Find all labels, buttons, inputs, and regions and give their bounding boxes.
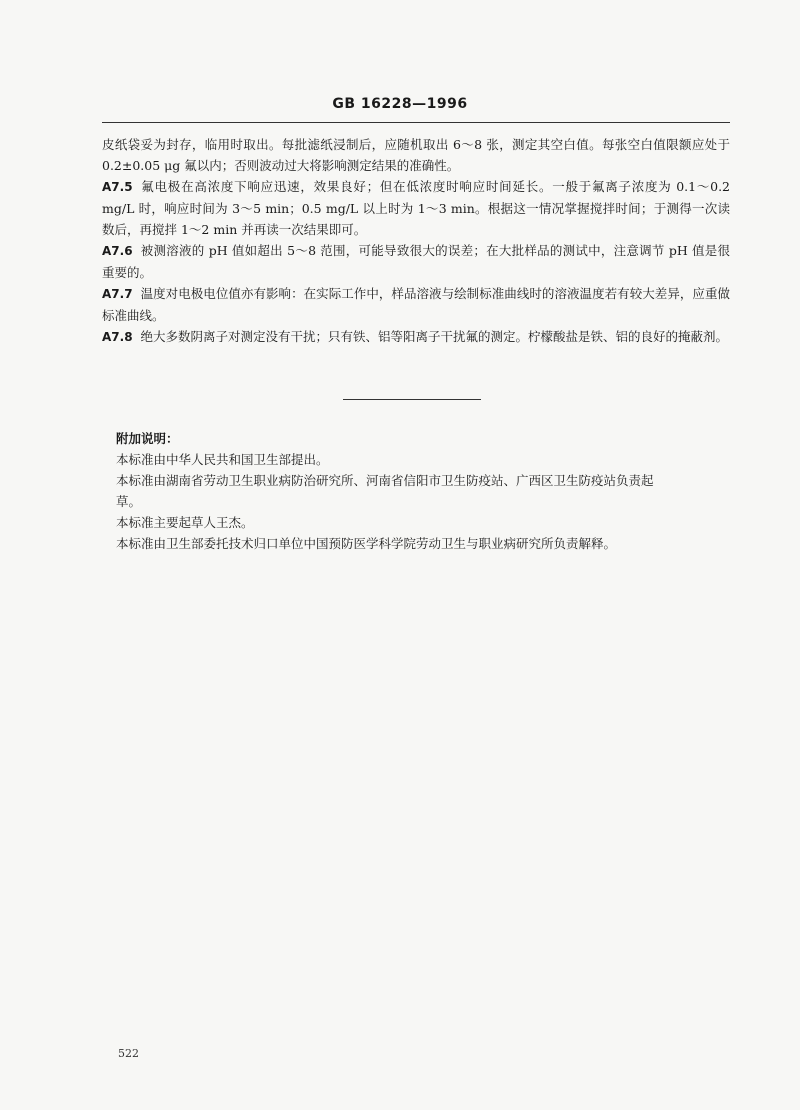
section-text: 绝大多数阴离子对测定没有干扰；只有铁、铝等阳离子干扰氟的测定。柠檬酸盐是铁、铝的良好的掩蔽剂。 [140,329,729,344]
appendix-line-interpretation: 本标准由卫生部委托技术归口单位中国预防医学科学院劳动卫生与职业病研究所负责解释。 [116,536,617,551]
section-text: 温度对电极电位值亦有影响：在实际工作中，样品溶液与绘制标准曲线时的溶液温度若有较大差异，应重做标准曲线。 [102,286,730,323]
section-number: A7.5 [102,180,133,194]
appendix-line-author: 本标准主要起草人王杰。 [116,515,254,530]
section-divider [343,399,481,400]
section-number: A7.8 [102,330,133,344]
appendix-notes [116,428,730,554]
section-number: A7.6 [102,244,133,258]
page-number: 522 [118,1047,139,1060]
section-text: 氟电极在高浓度下响应迅速，效果良好；但在低浓度时响应时间延长。一般于氟离子浓度为 0.1～0.2 mg/L 时，响应时间为 3～5 min；0.5 mg/L 以上时为 1～3 min。根据这一情况掌握搅拌时间；于测得一次读数后，再搅拌 1～2 min 并再读一次结果即可。 [102,179,730,237]
page-header [0,96,800,112]
body-text [102,134,730,348]
section-a7-8 [102,326,730,348]
section-a7-5 [102,176,730,240]
appendix-line-drafters-cont: 草。 [116,494,142,509]
appendix-title: 附加说明： [116,431,179,446]
appendix-line-proposer: 本标准由中华人民共和国卫生部提出。 [116,452,329,467]
header-rule [102,122,730,123]
standard-code: GB 16228—1996 [332,96,468,112]
section-a7-6 [102,240,730,283]
appendix-line-drafters: 本标准由湖南省劳动卫生职业病防治研究所、河南省信阳市卫生防疫站、广西区卫生防疫站负责起 [116,473,654,488]
paragraph-continued: 皮纸袋妥为封存，临用时取出。每批滤纸浸制后，应随机取出 6～8 张，测定其空白值。每张空白值限额应处于 0.2±0.05 μg 氟以内；否则波动过大将影响测定结果的准确性。 [102,137,730,173]
section-number: A7.7 [102,287,133,301]
section-a7-7 [102,283,730,326]
section-text: 被测溶液的 pH 值如超出 5～8 范围，可能导致很大的误差；在大批样品的测试中，注意调节 pH 值是很重要的。 [102,243,730,280]
